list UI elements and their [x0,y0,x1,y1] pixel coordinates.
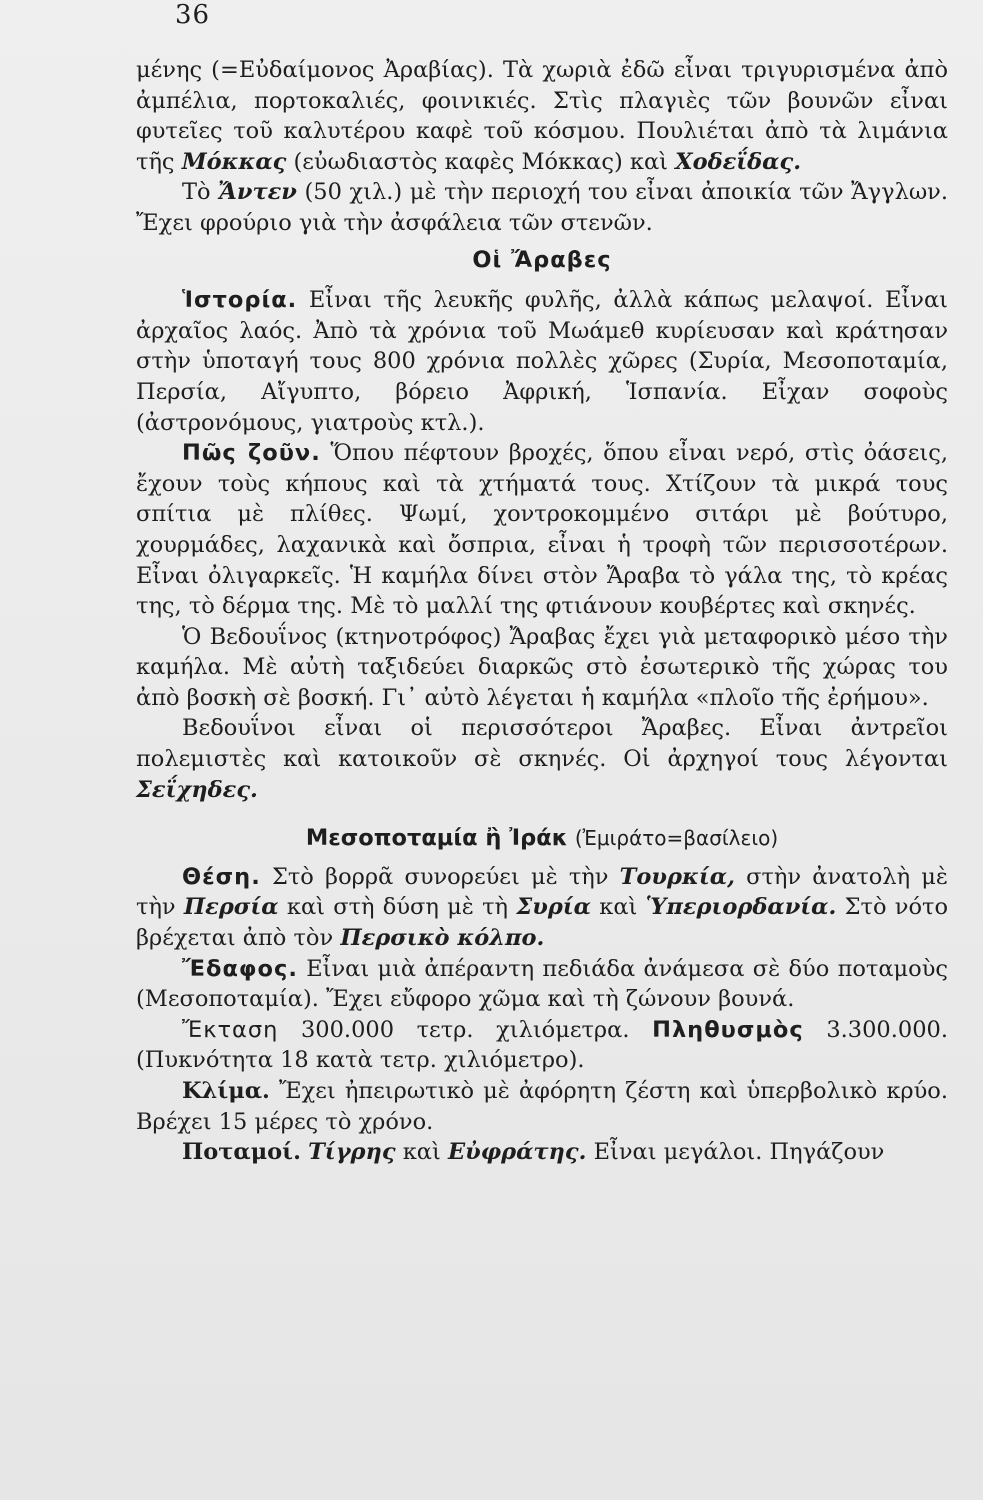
place-hodeida: Χοδεΐδας. [675,148,802,175]
soil-lead: Ἔδαφος. [182,955,298,982]
history-lead: Ἱστορία. [182,287,298,314]
life-lead: Πῶς ζοῦν. [182,440,321,467]
climate-lead: Κλίμα. [182,1078,270,1104]
position-lead: Θέση. [182,863,261,890]
bedouin-paragraph: Ὁ Βεδουΐνος (κτηνοτρόφος) Ἄραβας ἔχει γιὰ μεταφορικὸ μέσο τὴν καμήλα. Μὲ αὐτὴ ταξιδεύει διαρκῶς στὸ ἐσωτερικὸ τῆς χώρας του ἀπὸ βοσκὴ σὲ βοσκή. Γι᾽ αὐτὸ λέγεται ἡ καμήλα «πλοῖο τῆς ἐρήμου». [136,623,948,711]
heading-iraq-note: (Ἐμιράτο=βασίλειο) [574,826,779,851]
place-aden: Ἄντεν [218,179,297,206]
page-number: 36 [175,0,211,30]
soil-paragraph: Ἔδαφος. Εἶναι μιὰ ἀπέραντη πεδιάδα ἀνάμεσα σὲ δύο ποταμοὺς (Μεσοποταμία). Ἔχει εὔφορο χῶμα καὶ τὴ ζώνουν βουνά. [136,955,948,1013]
intro-paragraph: μένης (=Εὐδαίμονος Ἀραβίας). Τὰ χωριὰ ἐδῶ εἶναι τριγυρισμένα ἀπὸ ἀμπέλια, πορτοκαλιές, φοινικιές. Στὶς πλαγιὲς τῶν βουνῶν εἶναι φυτεῖες τοῦ καλυτέρου καφὲ τοῦ κόσμου. Πουλιέται ἀπὸ τὰ λιμάνια τῆς Μόκκας (εὐωδιαστὸς καφὲς Μόκκας) καὶ Χοδεΐδας. [136,57,948,175]
heading-arabs: Οἱ Ἄραβες [472,246,612,273]
warriors-paragraph: Βεδουΐνοι εἶναι οἱ περισσότεροι Ἄραβες. Εἶναι ἀντρεῖοι πολεμιστὲς καὶ κατοικοῦν σὲ σκηνές. Οἱ ἀρχηγοί τους λέγονται Σεΐχηδες. [136,715,948,803]
area-paragraph: Ἔκταση 300.000 τετρ. χιλιόμετρα. Πληθυσμὸς 3.300.000. (Πυκνότητα 18 κατὰ τετρ. χιλιόμετρο). [136,1016,948,1074]
rivers-lead: Ποταμοί. [182,1139,301,1166]
aden-paragraph: Τὸ Ἄντεν (50 χιλ.) μὲ τὴν περιοχή του εἶναι ἀποικία τῶν Ἄγγλων. Ἔχει φρούριο γιὰ τὴν ἀσφάλεια τῶν στενῶν. [136,179,949,236]
term-sheikhs: Σεΐχηδες. [136,776,258,803]
rivers-paragraph: Ποταμοί. Τίγρης καὶ Εὐφράτης. Εἶναι μεγάλοι. Πηγάζουν [182,1139,885,1166]
heading-iraq-title: Μεσοποταμία ἢ Ἰράκ [305,825,568,852]
page-body [136,55,948,1168]
population-lead: Πληθυσμὸς [652,1016,804,1043]
history-paragraph: Ἱστορία. Εἶναι τῆς λευκῆς φυλῆς, ἀλλὰ κάπως μελαψοί. Εἶναι ἀρχαῖος λαός. Ἀπὸ τὰ χρόνια τοῦ Μωάμεθ κυρίευσαν καὶ κράτησαν στὴν ὑποταγή τους 800 χρόνια πολλὲς χῶρες (Συρία, Μεσοποταμία, Περσία, Αἴγυπτο, βόρειο Ἀφρική, Ἱσπανία. Εἶχαν σοφοὺς (ἀστρονόμους, γιατροὺς κτλ.). [136,287,948,436]
area-lead: Ἔκταση [182,1016,279,1043]
heading-iraq [136,823,948,854]
place-mocha: Μόκκας [181,148,287,175]
life-paragraph: Πῶς ζοῦν. Ὅπου πέφτουν βροχές, ὅπου εἶναι νερό, στὶς ὀάσεις, ἔχουν τοὺς κήπους καὶ τὰ χτήματά τους. Χτίζουν τὰ μικρά τους σπίτια μὲ πλίθες. Ψωμί, χοντροκομμένο σιτάρι μὲ βούτυρο, χουρμάδες, λαχανικὰ καὶ ὄσπρια, εἶναι ἡ τροφὴ τῶν περισσοτέρων. Εἶναι ὀλιγαρκεῖς. Ἡ καμήλα δίνει στὸν Ἄραβα τὸ γάλα της, τὸ κρέας της, τὸ δέρμα της. Μὲ τὸ μαλλί της φτιάνουν κουβέρτες καὶ σκηνές. [136,440,948,620]
climate-paragraph: Κλίμα. Ἔχει ἠπειρωτικὸ μὲ ἀφόρητη ζέστη καὶ ὑπερβολικὸ κρύο. Βρέχει 15 μέρες τὸ χρόνο. [136,1078,948,1135]
position-paragraph: Θέση. Στὸ βορρᾶ συνορεύει μὲ τὴν Τουρκία, στὴν ἀνατολὴ μὲ τὴν Περσία καὶ στὴ δύση μὲ τὴ Συρία καὶ Ὑπεριορδανία. Στὸ νότο βρέχεται ἀπὸ τὸν Περσικὸ κόλπο. [136,863,949,952]
